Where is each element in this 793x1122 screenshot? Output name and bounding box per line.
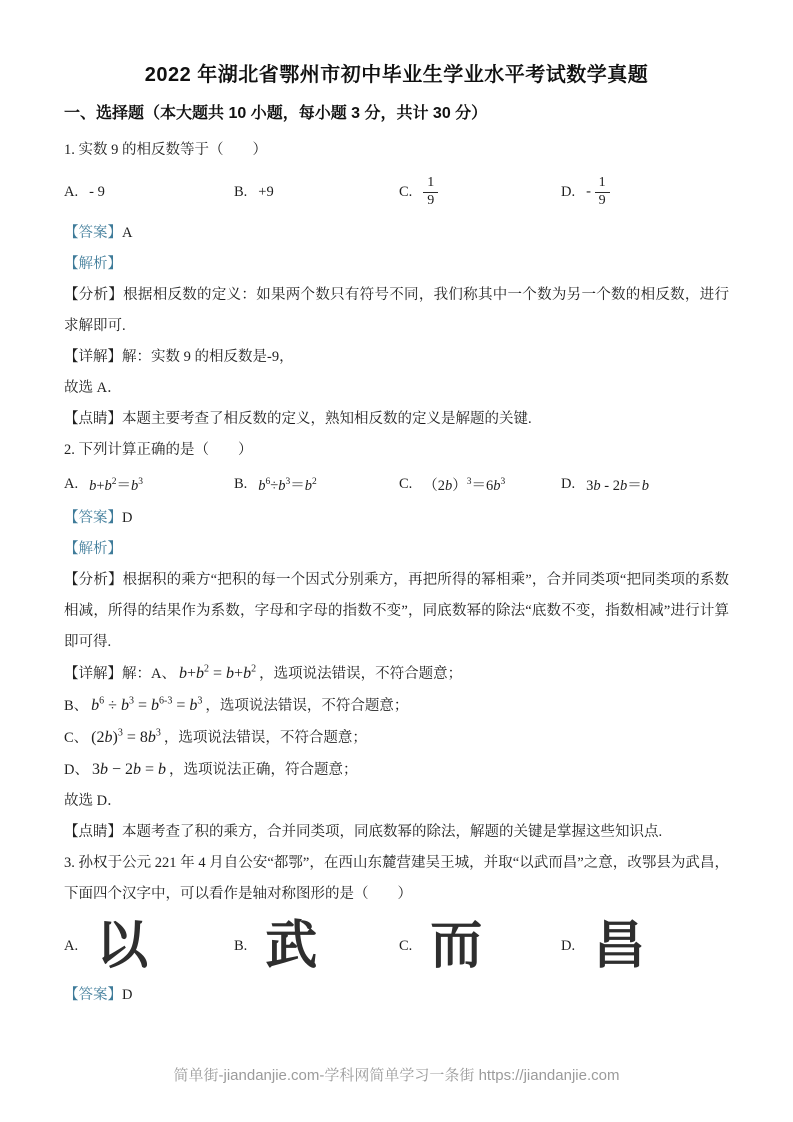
detail-post: ，选项说法错误，不符合题意； (259, 666, 463, 682)
answer-value: D (122, 510, 133, 526)
doc-title: 2022 年湖北省鄂州市初中毕业生学业水平考试数学真题 (144, 64, 649, 86)
q2-answer-line (64, 503, 729, 534)
option-character: 武 (265, 917, 318, 975)
q1-answer-line (64, 218, 729, 249)
answer-label: 【答案】 (64, 987, 122, 1003)
option-value: $\frac{1}{9}$ (423, 175, 438, 210)
math-expression: 3b − 2b = b (91, 761, 167, 778)
option-value: +9 (258, 183, 274, 200)
option-character: 以 (96, 917, 149, 975)
option-label: D. (561, 476, 576, 492)
option-label: B. (234, 183, 248, 200)
option-value: $b+b^2=b^3$ (89, 477, 144, 494)
q1-option-d (561, 175, 729, 210)
q2-detail-b (64, 690, 729, 722)
option-character: 而 (430, 917, 483, 975)
option-label: C. (399, 937, 413, 954)
q3-option-d (561, 916, 729, 976)
option-label: A. (64, 937, 79, 954)
q3-option-a (64, 916, 234, 976)
answer-label: 【答案】 (64, 510, 122, 526)
fenxi-text: 根据积的乘方“把积的每一个因式分别乘方，再把所得的幂相乘”，合并同类项“把同类项的系数相减，所得的结果作为系数，字母和字母的指数不变”，同底数幂的除法“底数不变，指数相减”进行计算即可得. (64, 572, 729, 650)
dianjing-label: 【点睛】 (64, 411, 122, 427)
q1-dianjing-paragraph (64, 404, 729, 435)
option-label: B. (234, 937, 248, 954)
q2-stem: 2. 下列计算正确的是（ ） (64, 442, 253, 458)
option-value: - 9 (89, 183, 105, 200)
q1-option-a (64, 184, 234, 201)
q1-jiexi-line (64, 249, 729, 280)
detail-pre: B、 (64, 698, 89, 714)
xiangjie-text: 解：实数 9 的相反数是-9， (122, 349, 294, 365)
answer-value: D (122, 987, 133, 1003)
q3-option-c (399, 916, 561, 976)
option-label: A. (64, 476, 79, 492)
option-label: D. (561, 937, 576, 954)
jiexi-label: 【解析】 (64, 541, 122, 557)
q2-option-d (561, 474, 729, 495)
footer-text: 简单街-jiandanjie.com-学科网简单学习一条街 https://jiandanjie.com (173, 1067, 620, 1084)
answer-value: A (122, 225, 133, 241)
detail-post: ，选项说法正确，符合题意； (169, 762, 358, 778)
q2-options-row (64, 466, 729, 503)
option-value: $b^6\div b^3=b^2$ (258, 477, 317, 494)
option-value: $(2b)^3=6b^3$ (423, 477, 506, 494)
section-heading: 一、选择题（本大题共 10 小题，每小题 3 分，共计 30 分） (64, 105, 488, 122)
q3-stem: 3. 孙权于公元 221 年 4 月自公安“都鄂”，在西山东麓营建吴王城，并取“以武而昌”之意，改鄂县为武昌，下面四个汉字中，可以看作是轴对称图形的是（ ） (64, 855, 729, 902)
q2-option-b (234, 474, 399, 495)
answer-label: 【答案】 (64, 225, 122, 241)
math-expression: $(2b)^3 = 8b^3$ (91, 727, 161, 746)
detail-post: ，选项说法错误，不符合题意； (163, 730, 367, 746)
option-label: C. (399, 476, 413, 492)
option-character: 昌 (593, 917, 646, 975)
option-value: 3b - 2b＝b (586, 478, 649, 494)
detail-pre: 解：A、 (122, 666, 176, 682)
q3-options-row (64, 914, 729, 978)
fenxi-text: 根据相反数的定义：如果两个数只有符号不同，我们称其中一个数为另一个数的相反数，进行求解即可. (64, 287, 730, 334)
dianjing-text: 本题考查了积的乘方，合并同类项，同底数幂的除法，解题的关键是掌握这些知识点. (122, 824, 663, 840)
q3-option-b (234, 916, 399, 976)
q1-fenxi-paragraph (64, 280, 729, 342)
q2-option-c (399, 474, 561, 495)
xiangjie-label: 【详解】 (64, 666, 122, 682)
q2-option-a (64, 474, 234, 495)
detail-pre: C、 (64, 730, 89, 746)
math-expression: $b^6 \div b^3 = b^{6-3} = b^3$ (91, 695, 203, 714)
q2-detail-a (64, 658, 729, 690)
q2-detail-d (64, 754, 729, 786)
fenxi-label: 【分析】 (64, 287, 124, 303)
option-label: C. (399, 183, 413, 200)
q2-guxuan-line: 故选 D． (64, 793, 122, 809)
dianjing-text: 本题主要考查了相反数的定义，熟知相反数的定义是解题的关键. (122, 411, 532, 427)
q2-jiexi-line (64, 534, 729, 565)
q1-option-c (399, 175, 561, 210)
fenxi-label: 【分析】 (64, 572, 123, 588)
q1-stem: 1. 实数 9 的相反数等于（ ） (64, 142, 267, 158)
option-label: D. (561, 183, 576, 200)
q3-answer-line (64, 980, 729, 1011)
detail-pre: D、 (64, 762, 89, 778)
option-value: - $\frac{1}{9}$ (586, 175, 609, 210)
q2-detail-c (64, 722, 729, 754)
dianjing-label: 【点睛】 (64, 824, 122, 840)
option-label: B. (234, 476, 248, 492)
q2-fenxi-paragraph (64, 565, 729, 658)
q1-xiangjie-paragraph (64, 342, 729, 373)
q1-option-b (234, 184, 399, 201)
q2-dianjing-paragraph (64, 817, 729, 848)
option-label: A. (64, 183, 79, 200)
jiexi-label: 【解析】 (64, 256, 122, 272)
xiangjie-label: 【详解】 (64, 349, 122, 365)
detail-post: ，选项说法错误，不符合题意； (205, 698, 409, 714)
math-expression: $b+b^2 = b+b^2$ (178, 663, 257, 682)
q1-guxuan-line: 故选 A． (64, 380, 122, 396)
q1-options-row (64, 166, 729, 218)
